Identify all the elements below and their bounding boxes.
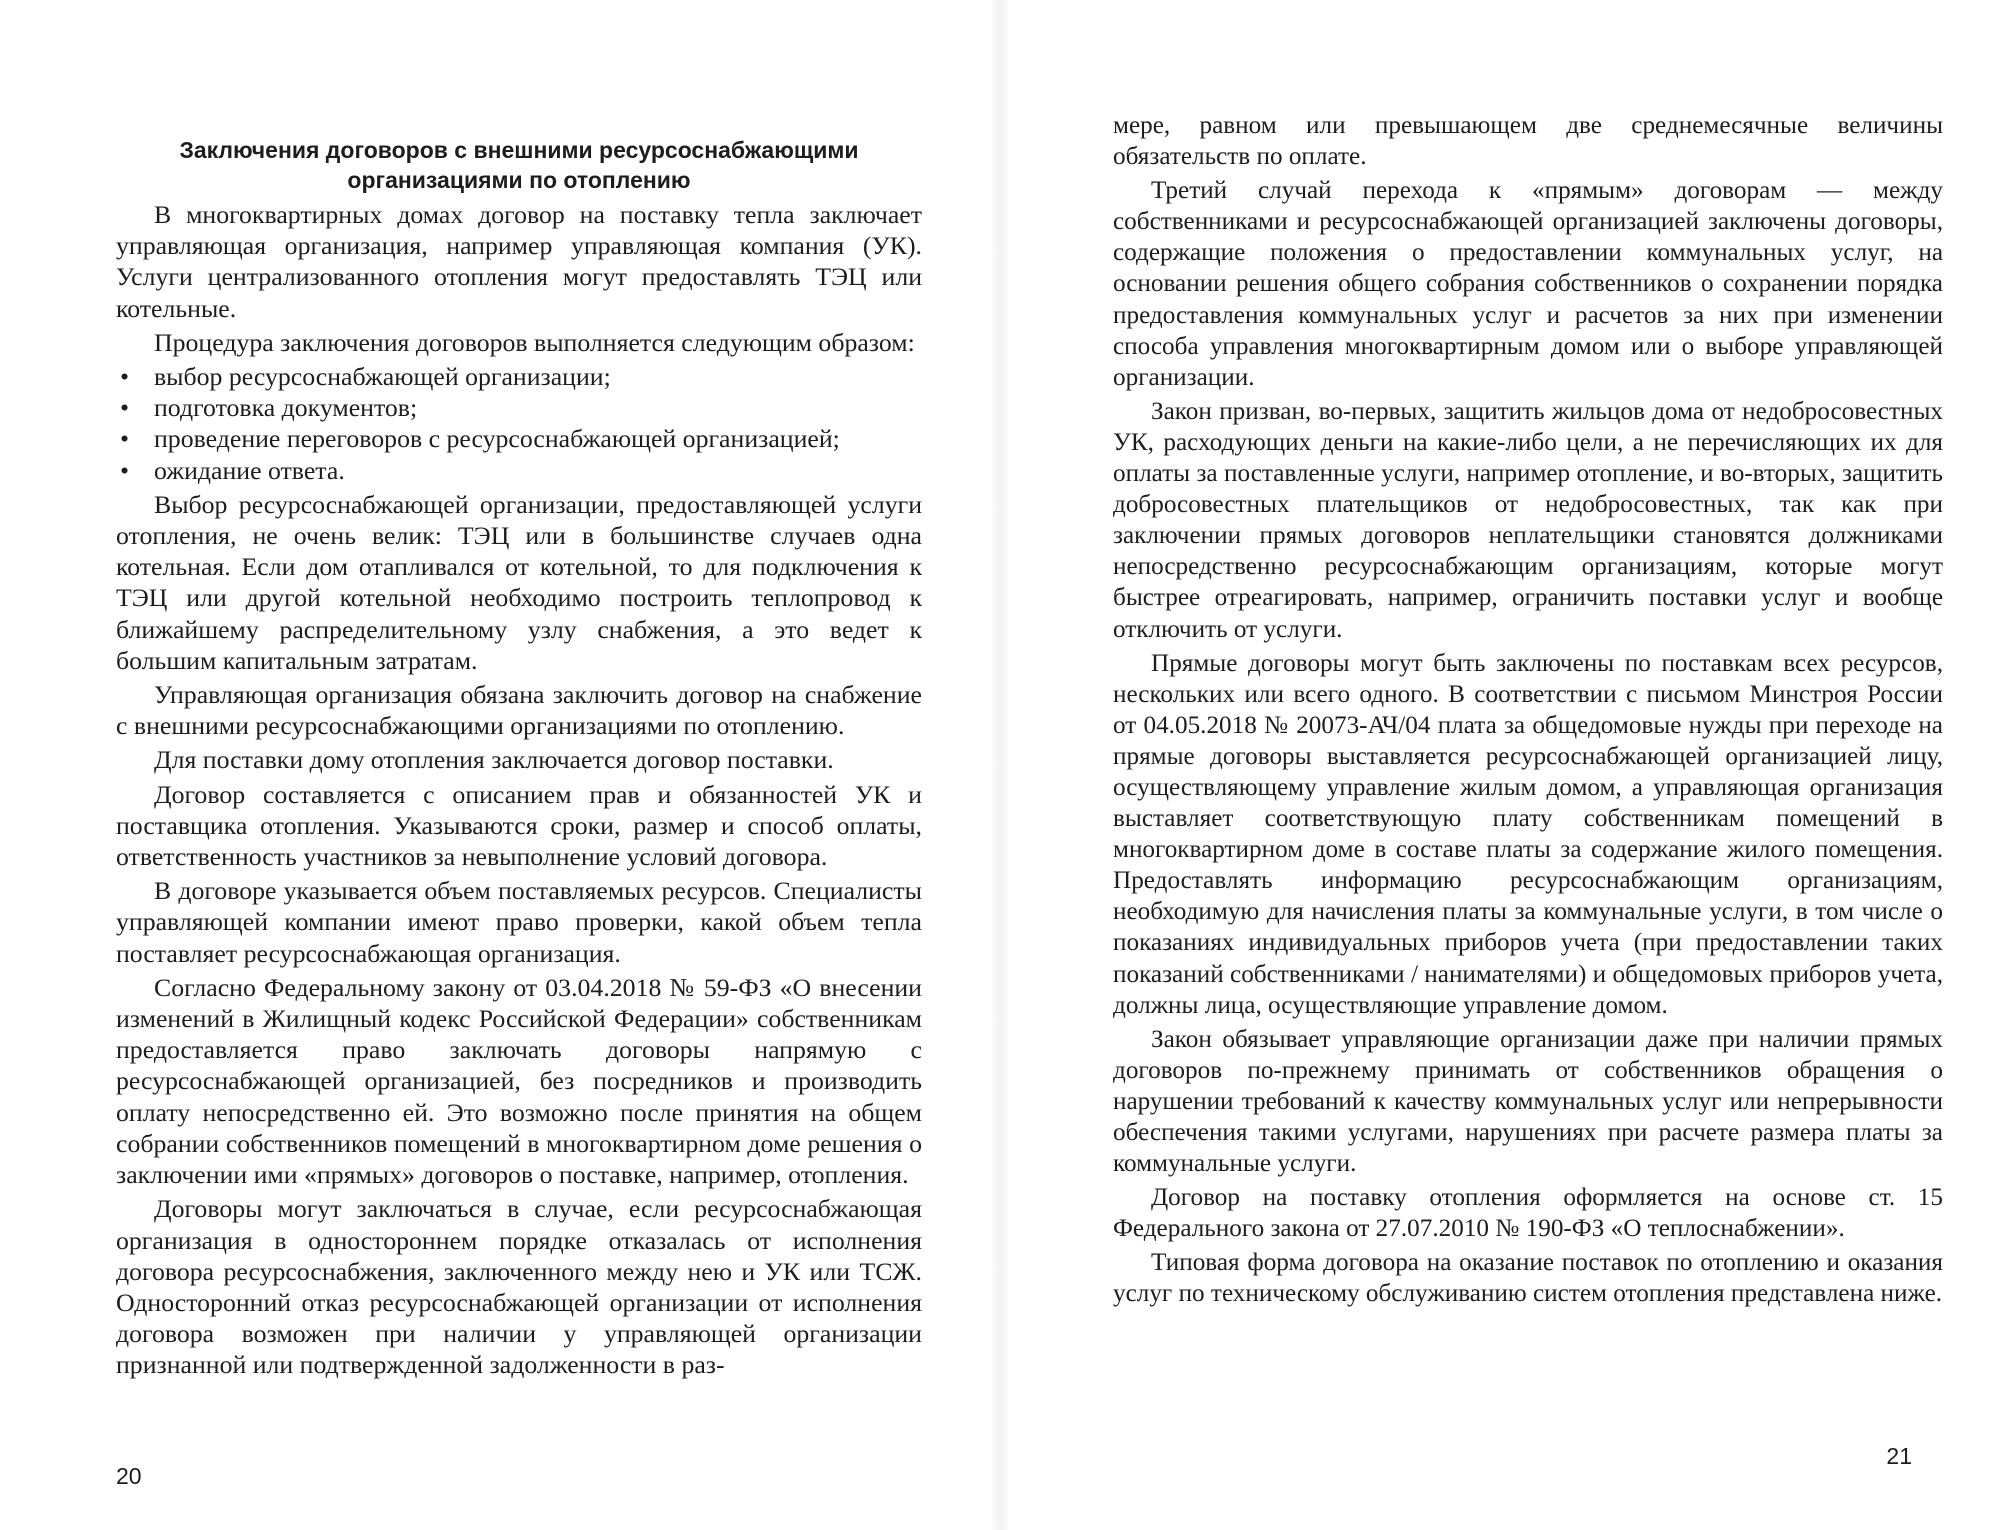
list-item-text: проведение переговоров с ресурсоснабжающей организацией;	[154, 424, 840, 454]
list-item	[116, 423, 922, 454]
right-page-text-column	[1113, 110, 1943, 1313]
bullet-icon: •	[120, 393, 130, 423]
paragraph-continuation: мере, равном или превышающем две среднемесячные величины обязательств по оплате.	[1113, 112, 1943, 171]
paragraph: Договор на поставку отопления оформляется на основе ст. 15 Федерального закона от 27.07.2010 № 190-ФЗ «О теплоснабжении».	[1113, 1184, 1943, 1243]
right-page	[1000, 0, 2000, 1530]
paragraph: В многоквартирных домах договор на поставку тепла заключает управляющая организация, например управляющая компания (УК). Услуги централизованного отопления могут предоставлять ТЭЦ или котельные.	[116, 200, 922, 323]
paragraph: Для поставки дому отопления заключается договор поставки.	[154, 745, 834, 775]
page-number: 21	[1886, 1443, 1912, 1469]
list-item-text: ожидание ответа.	[154, 455, 345, 485]
paragraph: Закон обязывает управляющие организации даже при наличии прямых договоров по-прежнему принимать от собственников обращения о нарушении требований к качеству коммунальных услуг или непрерывности обеспечения такими услугами, нарушениях при расчете размера платы за коммунальные услуги.	[1113, 1025, 1943, 1178]
bullet-icon: •	[120, 424, 130, 454]
list-item	[116, 455, 922, 486]
bullet-icon: •	[120, 455, 130, 485]
paragraph: Договоры могут заключаться в случае, если ресурсоснабжающая организация в одностороннем порядке отказалась от исполнения договора ресурсоснабжения, заключенного между нею и УК или ТСЖ. Односторонний отказ ресурсоснабжающей организации от исполнения договора возможен при наличии у управляющей организации признанной или подтвержденной задолженности в раз-	[116, 1194, 922, 1380]
procedure-list	[116, 361, 922, 486]
paragraph: Выбор ресурсоснабжающей организации, предоставляющей услуги отопления, не очень велик: ТЭЦ или в большинстве случаев одна котельная. Если дом отапливался от котельной, то для подключения к ТЭЦ или другой котельной необходимо построить теплопровод к ближайшему распределительному узлу снабжения, а это ведет к большим капитальным затратам.	[116, 489, 922, 675]
paragraph: Третий случай перехода к «прямым» договорам — между собственниками и ресурсоснабжающей организацией заключены договоры, содержащие положения о предоставлении коммунальных услуг, на основании решения общего собрания собственников о сохранении порядка предоставления коммунальных услуг и расчетов за них при изменении способа управления многоквартирным домом или о выборе управляющей организации.	[1113, 177, 1943, 391]
paragraph: Прямые договоры могут быть заключены по поставкам всех ресурсов, нескольких или всего одного. В соответствии с письмом Минстроя России от 04.05.2018 № 20073-АЧ/04 плата за общедомовые нужды при переходе на прямые договоры выставляется ресурсоснабжающей организацией лицу, осуществляющему управление жилым домом, а управляющая организация выставляет соответствующую плату собственникам помещений в многоквартирном доме в составе платы за содержание жилого помещения. Предоставлять информацию ресурсоснабжающим организациям, необходимую для начисления платы за коммунальные услуги, в том числе о показаниях индивидуальных приборов учета (при предоставлении таких показаний собственниками / нанимателями) и общедомовых приборов учета, должны лица, осуществляющие управление домом.	[1113, 649, 1943, 1019]
paragraph: Договор составляется с описанием прав и обязанностей УК и поставщика отопления. Указываются сроки, размер и способ оплаты, ответственность участников за невыполнение условий договора.	[116, 779, 922, 872]
paragraph: Согласно Федеральному закону от 03.04.2018 № 59-ФЗ «О внесении изменений в Жилищный кодекс Российской Федерации» собственникам предоставляется право заключать договоры напрямую с ресурсоснабжающей организацией, без посредников и производить оплату непосредственно ей. Это возможно после принятия на общем собрании собственников помещений в многоквартирном доме решения о заключении ими «прямых» договоров о поставке, например, отопления.	[116, 972, 922, 1190]
paragraph: Управляющая организация обязана заключить договор на снабжение с внешними ресурсоснабжающими организациями по отоплению.	[116, 680, 922, 741]
list-item-text: выбор ресурсоснабжающей организации;	[154, 362, 611, 392]
paragraph: Закон призван, во-первых, защитить жильцов дома от недобросовестных УК, расходующих деньги на какие-либо цели, а не перечисляющих их для оплаты за поставленные услуги, например отопление, и во-вторых, защитить добросовестных плательщиков от недобросовестных, так как при заключении прямых договоров неплательщики становятся должниками непосредственно ресурсоснабжающим организациям, которые могут быстрее отреагировать, например, ограничить поставки услуг и вообще отключить от услуги.	[1113, 397, 1943, 643]
paragraph: Типовая форма договора на оказание поставок по отоплению и оказания услуг по техническому обслуживанию систем отопления представлена ниже.	[1113, 1249, 1943, 1308]
paragraph: Процедура заключения договоров выполняется следующим образом:	[154, 327, 915, 357]
paragraph: В договоре указывается объем поставляемых ресурсов. Специалисты управляющей компании имеют право проверки, какой объем тепла поставляет ресурсоснабжающая организация.	[116, 876, 922, 968]
bullet-icon: •	[120, 362, 130, 392]
page-number: 20	[116, 1463, 142, 1489]
list-item	[116, 392, 922, 423]
list-item	[116, 361, 922, 392]
section-heading: Заключения договоров с внешними ресурсоснабжающими организациями по отоплению	[179, 137, 859, 193]
left-page-text-column	[116, 0, 922, 1384]
list-item-text: подготовка документов;	[154, 393, 418, 423]
